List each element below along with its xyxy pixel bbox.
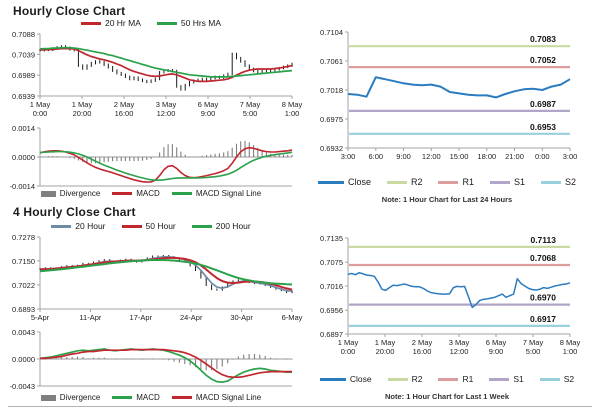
svg-text:-0.0014: -0.0014 [9,182,35,191]
svg-text:0.7061: 0.7061 [320,57,343,66]
svg-text:1 May: 1 May [29,100,51,109]
svg-text:0.6939: 0.6939 [12,92,35,101]
four-hourly-macd-chart [4,328,298,390]
svg-text:17-Apr: 17-Apr [129,313,153,322]
legend-item-macd-signal-line: MACD Signal Line [172,189,261,198]
svg-text:0.7113: 0.7113 [530,234,556,245]
legend-item-r1: R1 [438,374,473,384]
svg-text:0.6917: 0.6917 [530,313,556,324]
svg-text:0:00: 0:00 [534,152,550,161]
hourly-macd-chart [4,124,298,190]
svg-text:12:00: 12:00 [449,347,469,356]
svg-text:0.6975: 0.6975 [320,115,343,124]
svg-text:15:00: 15:00 [449,152,469,161]
svg-text:0.6953: 0.6953 [530,121,556,132]
line-swatch-icon [388,378,408,381]
line-swatch-icon [172,396,192,399]
legend-item-divergence: Divergence [41,393,100,402]
svg-text:24-Apr: 24-Apr [179,313,203,322]
line-swatch-icon [81,22,101,25]
svg-text:2 May: 2 May [113,100,135,109]
svg-text:0.6989: 0.6989 [12,71,35,81]
legend-item-macd: MACD [112,189,160,198]
line-swatch-icon [318,181,344,184]
legend-item-close: Close [320,374,372,384]
legend-item-r2: R2 [387,177,423,187]
svg-text:0.7039: 0.7039 [12,50,35,60]
svg-text:0.7068: 0.7068 [530,253,556,263]
svg-text:8 May: 8 May [559,338,581,347]
svg-text:5-Apr: 5-Apr [30,313,50,322]
svg-text:16:00: 16:00 [412,347,432,356]
svg-text:9:00: 9:00 [396,152,411,161]
svg-text:8 May: 8 May [281,100,303,109]
four-hourly-price-chart [4,230,303,324]
line-swatch-icon [489,378,509,381]
svg-text:5:00: 5:00 [242,109,258,118]
svg-text:30-Apr: 30-Apr [230,313,253,322]
svg-text:0.7278: 0.7278 [12,233,35,242]
svg-text:3 May: 3 May [155,100,177,109]
legend-item-r2: R2 [388,374,423,384]
svg-text:1 May: 1 May [337,338,359,347]
svg-text:0.6932: 0.6932 [320,144,343,153]
svg-text:0:00: 0:00 [32,109,48,118]
line-swatch-icon [51,225,71,228]
legend-item-macd: MACD [112,393,160,402]
svg-text:6-May: 6-May [281,313,303,322]
svg-text:0.7018: 0.7018 [320,86,343,95]
svg-text:0.6970: 0.6970 [530,292,556,303]
svg-text:2 May: 2 May [411,338,433,347]
svg-text:20:00: 20:00 [72,109,92,118]
svg-text:0.0014: 0.0014 [12,124,35,133]
svg-text:6 May: 6 May [485,338,507,347]
weekly-sr-legend [302,374,592,384]
hourly-sr-note: Note: 1 Hour Chart for Last 24 Hours [381,195,513,204]
legend-item-close: Close [318,177,371,187]
bars-swatch-icon [41,191,56,197]
legend-item-200-hour: 200 Hour [192,221,251,231]
svg-text:0.7135: 0.7135 [320,234,343,243]
svg-text:0:00: 0:00 [340,347,356,356]
svg-text:0.0000: 0.0000 [12,355,35,364]
hourly-price-chart [4,30,303,122]
svg-text:1 May: 1 May [374,338,396,347]
svg-text:12:00: 12:00 [156,109,176,118]
svg-text:12:00: 12:00 [421,152,441,161]
bottom-divider [8,406,592,407]
line-swatch-icon [122,225,142,228]
svg-text:5:00: 5:00 [525,347,541,356]
hourly-ma-legend [4,18,298,28]
line-swatch-icon [320,378,346,381]
weekly-sr-chart [302,230,592,364]
line-swatch-icon [192,225,212,228]
legend-item-s1: S1 [490,177,525,187]
svg-text:0.7075: 0.7075 [320,258,343,268]
four-hourly-chart-title: 4 Hourly Close Chart [13,205,136,219]
weekly-sr-note: Note: 1 Hour Chart for Last 1 Week [384,392,510,401]
line-swatch-icon [541,181,561,184]
legend-item-s2: S2 [540,374,574,384]
svg-text:0.6956: 0.6956 [320,306,343,316]
svg-text:0.7083: 0.7083 [530,34,556,45]
svg-text:0.0043: 0.0043 [12,328,35,337]
line-swatch-icon [438,181,458,184]
svg-text:6 May: 6 May [197,100,219,109]
four-hourly-macd-legend [4,393,298,402]
line-swatch-icon [112,396,132,399]
svg-text:3:00: 3:00 [340,152,356,161]
svg-text:0.6893: 0.6893 [12,305,35,314]
svg-text:9:00: 9:00 [488,347,504,356]
line-swatch-icon [172,192,192,195]
svg-text:0.7052: 0.7052 [530,55,556,66]
svg-text:18:00: 18:00 [477,152,497,161]
hourly-macd-legend [4,189,298,198]
legend-item-macd-signal-line: MACD Signal Line [172,393,261,402]
svg-text:1:00: 1:00 [284,109,300,118]
hourly-sr-legend [302,177,592,187]
bars-swatch-icon [41,395,56,401]
line-swatch-icon [157,22,177,25]
svg-text:0.7150: 0.7150 [12,256,35,266]
legend-item-50-hour: 50 Hour [122,221,176,231]
hourly-chart-title: Hourly Close Chart [13,4,126,18]
legend-item-20-hour: 20 Hour [51,221,105,231]
svg-text:0.0000: 0.0000 [12,153,35,162]
svg-text:0.6897: 0.6897 [320,330,343,339]
svg-text:7 May: 7 May [522,338,544,347]
legend-item-s1: S1 [489,374,523,384]
svg-text:6:00: 6:00 [368,152,384,161]
legend-item-r1: R1 [438,177,474,187]
svg-text:-0.0043: -0.0043 [9,382,35,391]
svg-text:1 May: 1 May [71,100,93,109]
legend-item-s2: S2 [541,177,576,187]
hourly-sr-chart [302,24,592,170]
line-swatch-icon [112,192,132,195]
svg-text:20:00: 20:00 [375,347,395,356]
svg-text:1:00: 1:00 [562,347,578,356]
legend-item-divergence: Divergence [41,189,100,198]
svg-text:0.7104: 0.7104 [320,28,343,37]
svg-text:16:00: 16:00 [114,109,134,118]
svg-text:0.7088: 0.7088 [12,30,35,39]
svg-text:0.6987: 0.6987 [530,98,556,109]
svg-text:7 May: 7 May [239,100,261,109]
line-swatch-icon [438,378,458,381]
line-swatch-icon [540,378,560,381]
legend-item-20-hr-ma: 20 Hr MA [81,18,141,28]
line-swatch-icon [387,181,407,184]
svg-text:11-Apr: 11-Apr [79,313,102,322]
svg-text:0.7016: 0.7016 [320,282,343,291]
svg-text:9:00: 9:00 [200,109,216,118]
svg-text:3:00: 3:00 [562,152,578,161]
svg-text:3 May: 3 May [448,338,470,347]
legend-item-50-hrs-ma: 50 Hrs MA [157,18,221,28]
line-swatch-icon [490,181,510,184]
svg-text:21:00: 21:00 [505,152,524,161]
svg-text:0.7022: 0.7022 [12,280,35,290]
